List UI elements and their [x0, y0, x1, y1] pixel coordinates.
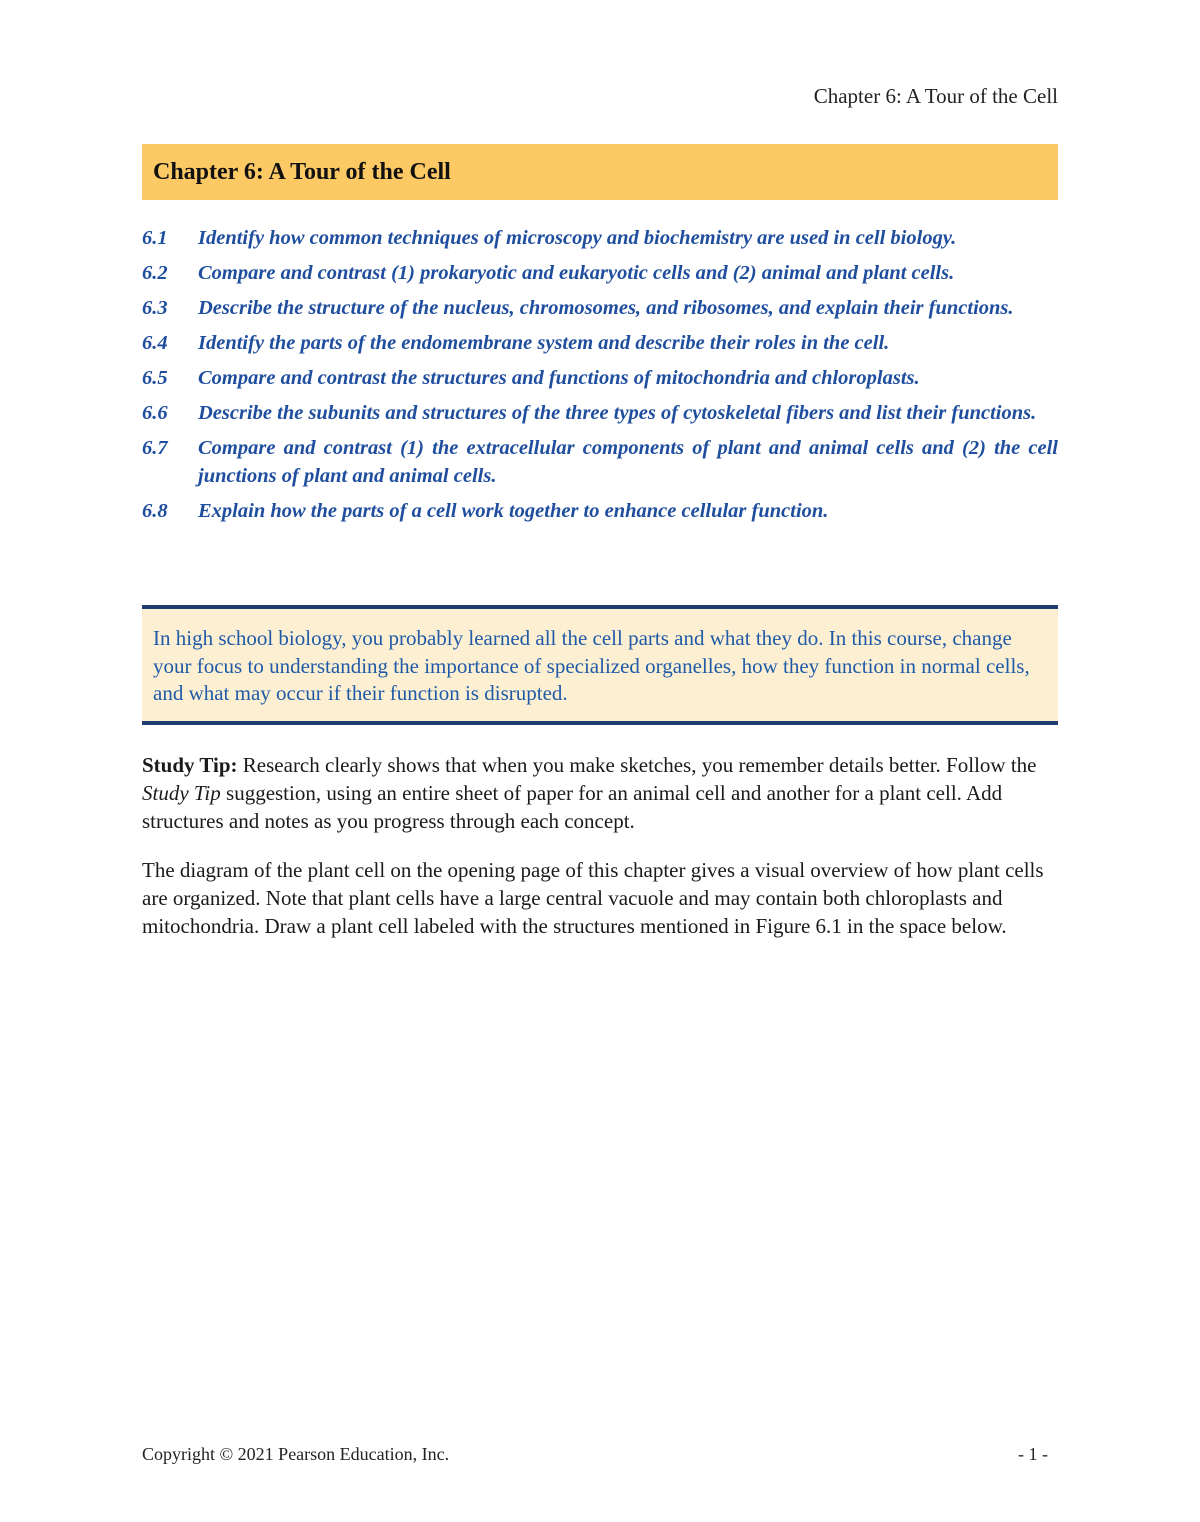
objective-text: Describe the subunits and structures of the three types of cytoskeletal fibers and list their functions. — [198, 402, 1037, 424]
chapter-title: Chapter 6: A Tour of the Cell — [153, 158, 451, 185]
objective-item — [142, 498, 1058, 526]
copyright-footer: Copyright © 2021 Pearson Education, Inc. — [142, 1444, 450, 1464]
objective-number: 6.6 — [142, 402, 168, 424]
objective-item — [142, 400, 1058, 428]
objective-number: 6.5 — [142, 367, 168, 389]
page-number: - 1 - — [1018, 1444, 1048, 1464]
study-tip-text-b: suggestion, using an entire sheet of paper for an animal cell and another for a plant cell. Add structures and notes as you progress through each concept. — [142, 781, 1003, 833]
objective-text: Compare and contrast (1) the extracellular components of plant and animal cells and (2) the cell junctions of plant and animal cells. — [198, 437, 1058, 487]
objective-item — [142, 435, 1058, 490]
objective-text: Compare and contrast the structures and functions of mitochondria and chloroplasts. — [198, 367, 920, 389]
objective-item — [142, 330, 1058, 358]
objective-item — [142, 295, 1058, 323]
objective-text: Describe the structure of the nucleus, chromosomes, and ribosomes, and explain their functions. — [198, 297, 1014, 319]
objective-number: 6.2 — [142, 262, 168, 284]
study-tip-text-a: Research clearly shows that when you make sketches, you remember details better. Follow the — [237, 753, 1037, 777]
objective-text: Compare and contrast (1) prokaryotic and eukaryotic cells and (2) animal and plant cells. — [198, 262, 955, 284]
chapter-title-bar — [142, 144, 1058, 200]
study-tip-emphasis: Study Tip — [142, 781, 221, 805]
callout-note: In high school biology, you probably learned all the cell parts and what they do. In this course, change your focus to understanding the importance of specialized organelles, how they function in normal cells, and what may occur if their function is disrupted. — [142, 605, 1058, 725]
objective-item — [142, 260, 1058, 288]
objective-number: 6.4 — [142, 332, 168, 354]
objective-number: 6.3 — [142, 297, 168, 319]
objective-item — [142, 365, 1058, 393]
objective-number: 6.1 — [142, 227, 168, 249]
running-header: Chapter 6: A Tour of the Cell — [813, 84, 1058, 108]
objective-text: Explain how the parts of a cell work together to enhance cellular function. — [198, 499, 829, 522]
objective-number: 6.7 — [142, 437, 168, 459]
objective-text: Identify how common techniques of microscopy and biochemistry are used in cell biology. — [198, 227, 957, 249]
study-tip-paragraph — [142, 751, 1058, 835]
learning-objectives-list — [142, 225, 1058, 533]
objective-text: Identify the parts of the endomembrane system and describe their roles in the cell. — [198, 332, 890, 354]
study-tip-label: Study Tip: — [142, 753, 238, 777]
plant-cell-paragraph: The diagram of the plant cell on the opening page of this chapter gives a visual overview of how plant cells are organized. Note that plant cells have a large central vacuole and may contain both chloroplasts and mitochondria. Draw a plant cell labeled with the structures mentioned in Figure 6.1 in the space below. — [142, 858, 1044, 938]
objective-item — [142, 225, 1058, 253]
objective-number: 6.8 — [142, 499, 168, 522]
